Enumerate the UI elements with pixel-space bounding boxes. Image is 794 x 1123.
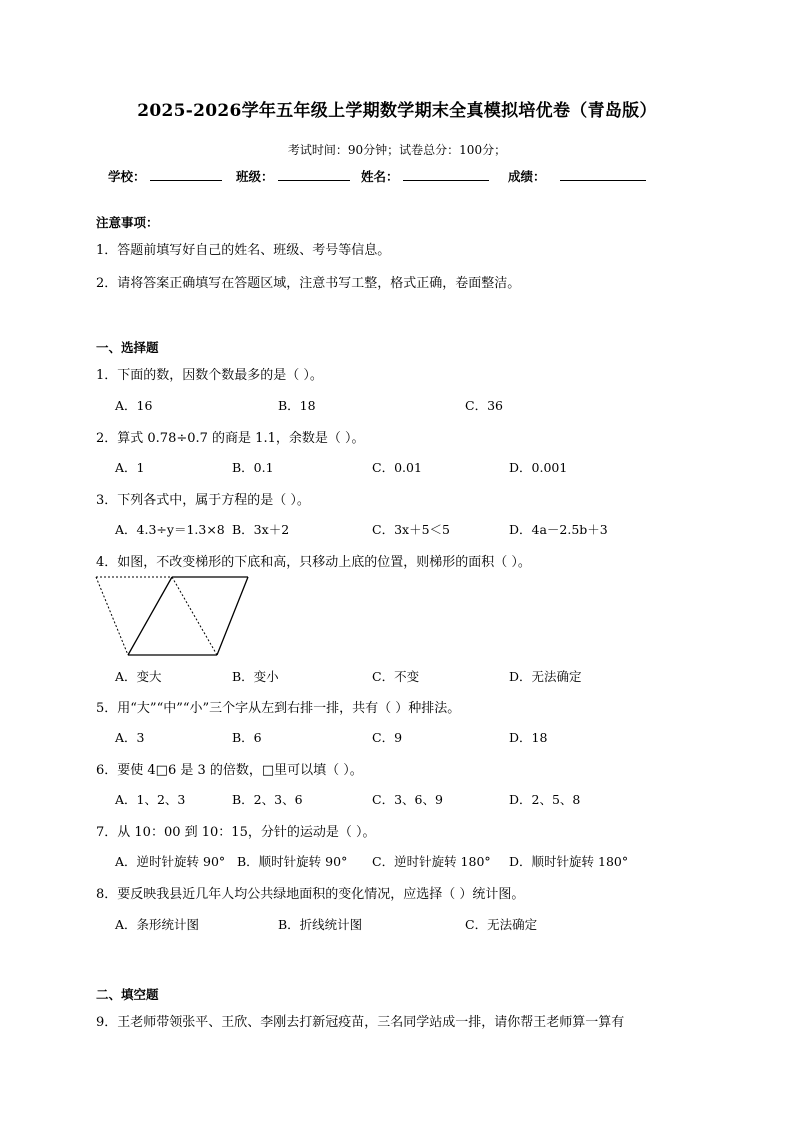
- question-stem: 4．如图，不改变梯形的下底和高，只移动上底的位置，则梯形的面积（ ）。: [96, 555, 531, 570]
- option-b[interactable]: B．2、3、6: [232, 792, 303, 807]
- option-b[interactable]: B．6: [232, 730, 262, 745]
- option-a[interactable]: A．变大: [115, 669, 162, 684]
- option-d[interactable]: D．2、5、8: [509, 792, 581, 807]
- score-label: 成绩：: [508, 169, 546, 184]
- name-field[interactable]: [361, 167, 489, 185]
- class-blank[interactable]: [278, 168, 350, 181]
- option-d[interactable]: D．无法确定: [509, 669, 582, 684]
- score-field[interactable]: [508, 167, 646, 185]
- question-stem: 8．要反映我县近几年人均公共绿地面积的变化情况，应选择（ ）统计图。: [96, 887, 525, 902]
- class-label: 班级：: [236, 169, 274, 184]
- option-c[interactable]: C．9: [372, 730, 403, 745]
- option-c[interactable]: C．0.01: [372, 460, 422, 475]
- notice-item: 2．请将答案正确填写在答题区域，注意书写工整，格式正确，卷面整洁。: [96, 276, 521, 291]
- option-b[interactable]: B．变小: [232, 669, 279, 684]
- exam-meta: 考试时间：90分钟；试卷总分：100分；: [287, 143, 507, 157]
- trapezoid-figure-icon: [94, 573, 254, 659]
- question-stem: 5．用“大”“中”“小”三个字从左到右排一排，共有（ ）种排法。: [96, 701, 461, 716]
- option-a[interactable]: A．16: [115, 398, 153, 413]
- dotted-side-left: [96, 577, 128, 655]
- option-c[interactable]: C．3x＋5＜5: [372, 522, 450, 537]
- notice-heading: 注意事项：: [96, 215, 159, 230]
- name-blank[interactable]: [403, 168, 489, 181]
- solid-side-left: [128, 577, 172, 655]
- option-a[interactable]: A．1、2、3: [115, 792, 186, 807]
- option-c[interactable]: C．不变: [372, 669, 420, 684]
- option-a[interactable]: A．1: [115, 460, 145, 475]
- option-c[interactable]: C．逆时针旋转 180°: [372, 854, 491, 869]
- option-d[interactable]: D．4a－2.5b＋3: [509, 522, 608, 537]
- section-heading: 二、填空题: [96, 987, 159, 1002]
- option-b[interactable]: B．3x＋2: [232, 522, 290, 537]
- section-heading: 一、选择题: [96, 340, 159, 355]
- option-a[interactable]: A．4.3÷y＝1.3×8: [115, 522, 225, 537]
- option-b[interactable]: B．0.1: [232, 460, 274, 475]
- school-blank[interactable]: [150, 168, 222, 181]
- notice-item: 1．答题前填写好自己的姓名、班级、考号等信息。: [96, 243, 391, 258]
- score-blank[interactable]: [560, 168, 646, 181]
- solid-side-right: [217, 577, 248, 655]
- question-stem: 6．要使 4□6 是 3 的倍数，□里可以填（ ）。: [96, 763, 363, 778]
- dotted-side-right: [172, 577, 217, 655]
- class-field[interactable]: [236, 167, 350, 185]
- option-d[interactable]: D．0.001: [509, 460, 568, 475]
- option-b[interactable]: B．折线统计图: [278, 917, 363, 932]
- question-stem: 7．从 10：00 到 10：15，分针的运动是（ ）。: [96, 825, 376, 840]
- question-stem: 9．王老师带领张平、王欣、李刚去打新冠疫苗，三名同学站成一排，请你帮王老师算一算有: [96, 1015, 625, 1030]
- option-d[interactable]: D．顺时针旋转 180°: [509, 854, 629, 869]
- option-b[interactable]: B．顺时针旋转 90°: [237, 854, 348, 869]
- question-stem: 1．下面的数，因数个数最多的是（ ）。: [96, 368, 323, 383]
- school-label: 学校：: [108, 169, 146, 184]
- option-d[interactable]: D．18: [509, 730, 548, 745]
- school-field[interactable]: [108, 167, 222, 185]
- option-c[interactable]: C．36: [465, 398, 503, 413]
- question-stem: 3．下列各式中，属于方程的是（ ）。: [96, 493, 310, 508]
- option-a[interactable]: A．逆时针旋转 90°: [115, 854, 226, 869]
- option-a[interactable]: A．条形统计图: [115, 917, 200, 932]
- option-c[interactable]: C．无法确定: [465, 917, 538, 932]
- name-label: 姓名：: [361, 169, 399, 184]
- option-b[interactable]: B．18: [278, 398, 316, 413]
- page-title: 2025-2026学年五年级上学期数学期末全真模拟培优卷（青岛版）: [137, 101, 657, 121]
- option-c[interactable]: C．3、6、9: [372, 792, 443, 807]
- option-a[interactable]: A．3: [115, 730, 145, 745]
- question-stem: 2．算式 0.78÷0.7 的商是 1.1，余数是（ ）。: [96, 431, 365, 446]
